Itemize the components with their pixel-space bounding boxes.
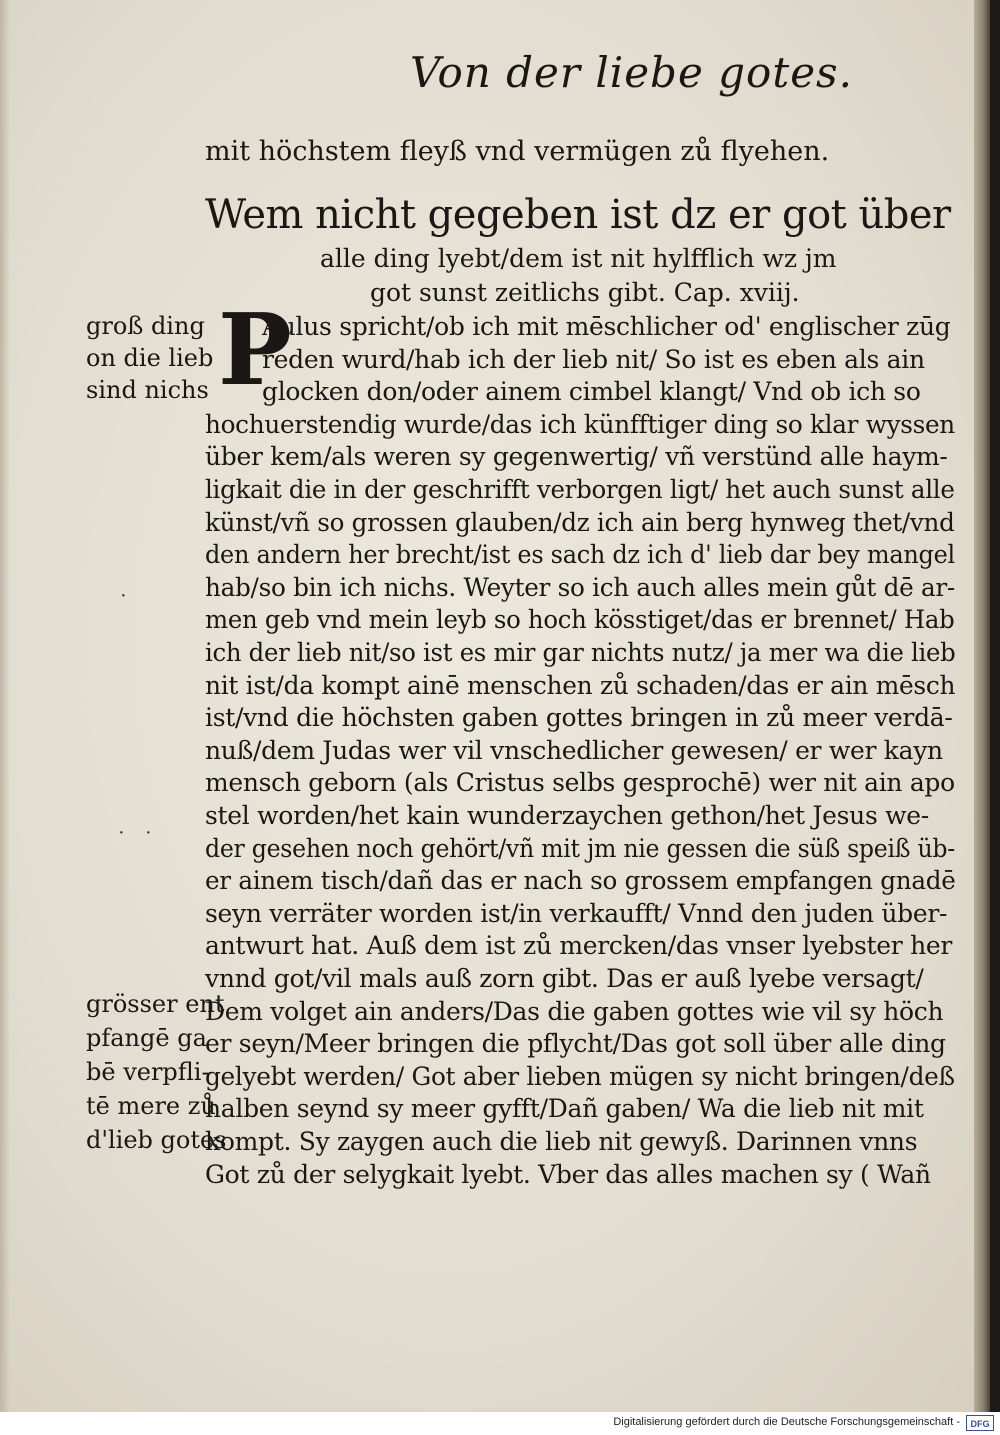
body-text-line: halben seynd sy meer gyfft/Dañ gaben/ Wa die lieb nit mit: [205, 1094, 924, 1124]
body-text-line: ligkait die in der geschrifft verborgen ligt/ het auch sunst alle: [205, 475, 955, 504]
body-text-line: gelyebt werden/ Got aber lieben mügen sy nicht bringen/deß: [205, 1061, 955, 1091]
catchline: mit höchstem fleyß vnd vermügen zů flyehen.: [205, 136, 830, 167]
body-text-line: reden wurd/hab ich der lieb nit/ So ist es eben als ain: [262, 344, 925, 374]
body-text-line: hab/so bin ich nichs. Weyter so ich auch alles mein gůt dē ar-: [205, 572, 955, 602]
body-text-line: nit ist/da kompt ainē menschen zů schaden/das er ain mēsch: [205, 670, 956, 700]
body-text-line: ist/vnd die höchsten gaben gottes bringen in zů meer verdā-: [205, 703, 953, 733]
margin-mark: ·: [145, 822, 152, 844]
margin-note-line: bē verpfli-: [86, 1058, 210, 1086]
body-text-line: Aulus spricht/ob ich mit mēschlicher od' englischer zūg: [262, 312, 951, 341]
body-text-line: ich der lieb nit/so ist es mir gar nichts nutz/ ja mer wa die lieb: [205, 638, 956, 667]
body-text-line: glocken don/oder ainem cimbel klangt/ Vnd ob ich so: [262, 377, 921, 407]
body-text-line: antwurt hat. Auß dem ist zů mercken/das vnser lyebster her: [205, 931, 953, 961]
body-text-line: hochuerstendig wurde/das ich künfftiger ding so klar wyssen: [205, 409, 955, 439]
margin-note-line: tē mere zů: [86, 1092, 216, 1120]
body-text-line: kompt. Sy zaygen auch die lieb nit gewyß. Darinnen vnns: [205, 1127, 918, 1156]
body-text-line: mensch geborn (als Cristus selbs gesprochē) wer nit ain apo: [205, 768, 955, 798]
dfg-logo-icon: DFG: [966, 1415, 994, 1431]
page-gutter-shadow: [0, 0, 10, 1412]
running-head: Von der liebe gotes.: [410, 48, 853, 97]
body-text-line: seyn verräter worden ist/in verkaufft/ Vnnd den juden über-: [205, 898, 948, 928]
margin-note-line: grösser ent: [86, 990, 225, 1018]
body-text-line: Dem volget ain anders/Das die gaben gottes wie vil sy höch: [205, 996, 944, 1026]
margin-mark: ·: [118, 822, 125, 844]
body-text-line: stel worden/het kain wunderzaychen gethon/het Jesus we-: [205, 801, 929, 830]
body-text-line: men geb vnd mein leyb so hoch kösstiget/das er brennet/ Hab: [205, 605, 955, 635]
chapter-subtitle-line: got sunst zeitlichs gibt. Cap. xviij.: [370, 278, 800, 307]
margin-note-line: on die lieb: [86, 344, 214, 372]
body-text-line: künst/vñ so grossen glauben/dz ich ain berg hynweg thet/vnd: [205, 507, 955, 537]
body-text-line: vnnd got/vil mals auß zorn gibt. Das er auß lyebe versagt/: [205, 964, 924, 993]
chapter-title: Wem nicht gegeben ist dz er got über: [205, 192, 951, 238]
chapter-subtitle-line: alle ding lyebt/dem ist nit hylfflich wz jm: [320, 244, 837, 273]
body-text-line: er seyn/Meer bringen die pflycht/Das got soll über alle ding: [205, 1029, 946, 1059]
footer-credit: Digitalisierung gefördert durch die Deutsche Forschungsgemeinschaft -: [613, 1416, 960, 1428]
body-text-line: Got zů der selygkait lyebt. Vber das alles machen sy ( Wañ: [205, 1159, 931, 1189]
body-text-line: er ainem tisch/dañ das er nach so grossem empfangen gnadē: [205, 866, 956, 896]
body-text-line: den andern her brecht/ist es sach dz ich d' lieb dar bey mangel: [205, 540, 955, 570]
margin-note-line: pfangē ga: [86, 1024, 207, 1052]
margin-note-line: groß ding: [86, 312, 205, 340]
footer-bar: [0, 1412, 1000, 1435]
margin-note-line: d'lieb gotes: [86, 1126, 227, 1154]
body-text-line: der gesehen noch gehört/vñ mit jm nie gessen die süß speiß üb-: [205, 833, 955, 863]
body-text-line: über kem/als weren sy gegenwertig/ vñ verstünd alle haym-: [205, 442, 948, 472]
margin-note-line: sind nichs: [86, 376, 209, 404]
body-text-line: nuß/dem Judas wer vil vnschedlicher gewesen/ er wer kayn: [205, 735, 943, 765]
page-edge-shadow: [974, 0, 990, 1412]
margin-mark: ·: [120, 585, 127, 607]
decorated-initial: P: [218, 293, 292, 408]
